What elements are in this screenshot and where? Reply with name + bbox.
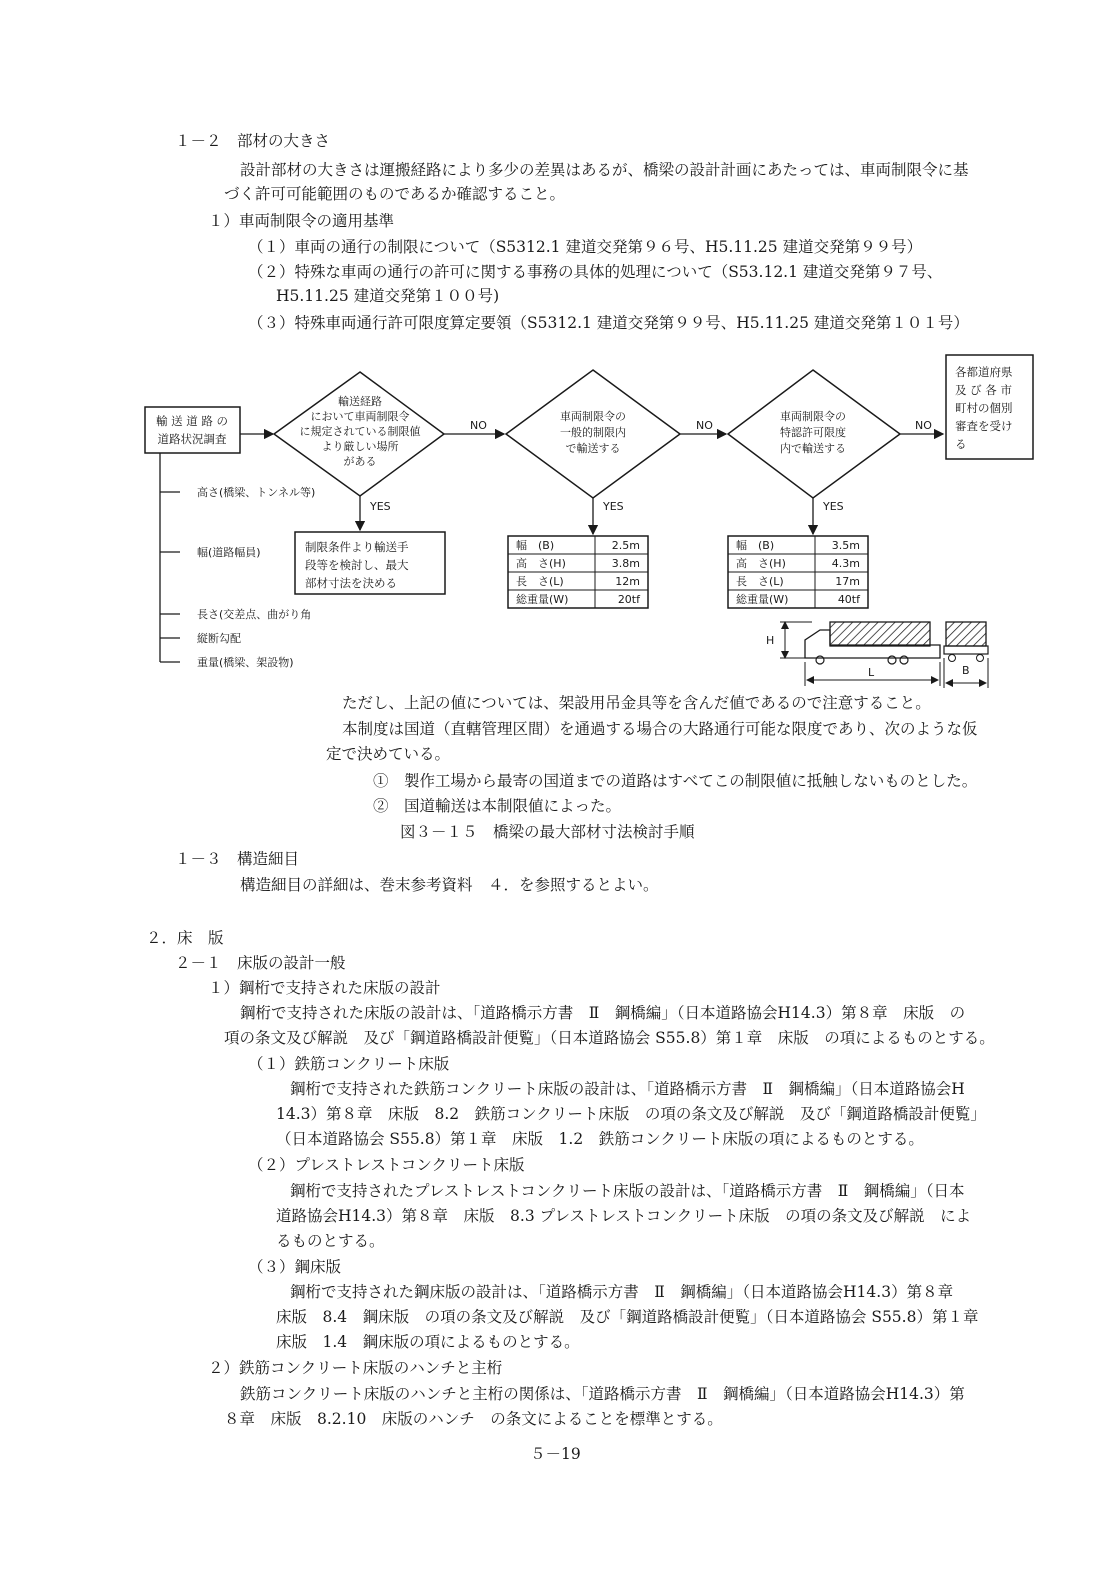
table-cell: 総重量(W) xyxy=(736,593,789,606)
note-line: 本制度は国道（直轄管理区間）を通過する場合の大路通行可能な限度であり、次のような仮 xyxy=(342,720,978,738)
table-cell: 3.5m xyxy=(831,539,860,552)
list-item: （２）特殊な車両の通行の許可に関する事務の具体的処理について（S53.12.1 建道交発第９７号、 xyxy=(248,263,943,281)
end-box-label: 及 び 各 市 xyxy=(955,383,1012,397)
table-cell: 2.5m xyxy=(611,539,640,552)
table-cell: 高 さ(H) xyxy=(516,557,566,570)
decision-3-text: 内で輸送する xyxy=(780,442,846,455)
dim-h-label: H xyxy=(766,634,775,647)
table-cell: 幅 (B) xyxy=(736,539,775,552)
subsection-heading-2-1: ２－１ 床版の設計一般 xyxy=(175,954,346,972)
end-box-label: 各都道府県 xyxy=(955,365,1013,379)
list-item-heading: （３）鋼床版 xyxy=(248,1258,342,1276)
decision-3-text: 車両制限令の xyxy=(780,410,846,423)
paragraph-line: 鋼桁で支持された床版の設計は、「道路橋示方書 Ⅱ 鋼橋編」（日本道路協会H14.3）第８章 床版 の xyxy=(240,1004,966,1022)
yes-label: YES xyxy=(370,500,391,513)
paragraph-line: づく許可可能範囲のものであるか確認すること。 xyxy=(224,185,566,203)
branch-label: 縦断勾配 xyxy=(197,632,241,645)
limit-table-general xyxy=(508,536,648,608)
girder-dimension-sketch xyxy=(766,622,988,688)
list-item: （３）特殊車両通行許可限度算定要領（S5312.1 建道交発第９９号、H5.11.25 建道交発第１０１号） xyxy=(248,314,969,332)
decision-2-text: で輸送する xyxy=(565,442,621,455)
table-cell: 総重量(W) xyxy=(516,593,569,606)
condition-item: ② 国道輸送は本制限値によった。 xyxy=(373,797,622,815)
limit-table-special xyxy=(728,536,868,608)
table-cell: 12m xyxy=(615,575,640,588)
subheading: １）車両制限令の適用基準 xyxy=(208,212,395,230)
yes-box-1-text: 段等を検討し、最大 xyxy=(305,558,409,572)
paragraph-line: 床版 8.4 鋼床版 の項の条文及び解説 及び「鋼道路橋設計便覧」（日本道路協会 S55.8）第１章 xyxy=(276,1308,979,1326)
note-line: 定で決めている。 xyxy=(326,745,451,763)
list-item-heading: （２）プレストレストコンクリート床版 xyxy=(248,1156,525,1174)
end-box-label: る xyxy=(955,437,967,451)
section-heading-1-2: １－２ 部材の大きさ xyxy=(175,132,331,150)
table-cell: 20tf xyxy=(617,593,640,606)
paragraph-line: （日本道路協会 S55.8）第１章 床版 1.2 鉄筋コンクリート床版の項によるものとする。 xyxy=(276,1130,924,1148)
table-cell: 長 さ(L) xyxy=(516,575,564,588)
yes-box-1-text: 部材寸法を決める xyxy=(305,576,397,590)
start-box-label: 輸 送 道 路 の xyxy=(155,414,229,428)
paragraph-line: 鋼桁で支持された鋼床版の設計は、「道路橋示方書 Ⅱ 鋼橋編」（日本道路協会H14.3）第８章 xyxy=(290,1283,954,1301)
dim-b-label: B xyxy=(962,664,970,677)
decision-1-text: に規定されている制限値 xyxy=(299,425,421,438)
no-label: NO xyxy=(915,419,932,432)
paragraph-line: 床版 1.4 鋼床版の項によるものとする。 xyxy=(276,1333,580,1351)
decision-1-text: より厳しい場所 xyxy=(321,440,399,453)
table-cell: 4.3m xyxy=(831,557,860,570)
page-number: ５－19 xyxy=(530,1445,581,1463)
paragraph-line: るものとする。 xyxy=(276,1232,385,1250)
table-cell: 3.8m xyxy=(611,557,640,570)
list-item-heading: （１）鉄筋コンクリート床版 xyxy=(248,1055,450,1073)
paragraph-line: 鉄筋コンクリート床版のハンチと主桁の関係は、「道路橋示方書 Ⅱ 鋼橋編」（日本道路協会H14.3）第 xyxy=(240,1385,965,1403)
no-label: NO xyxy=(696,419,713,432)
decision-1-text: がある xyxy=(343,455,377,468)
paragraph-line: 設計部材の大きさは運搬経路により多少の差異はあるが、橋梁の設計計画にあたっては、車両制限令に基 xyxy=(240,161,969,179)
end-box-label: 審査を受け xyxy=(955,419,1013,433)
decision-2-text: 車両制限令の xyxy=(560,410,626,423)
yes-box-1-text: 制限条件より輸送手 xyxy=(305,540,409,554)
paragraph-line: 道路協会H14.3）第８章 床版 8.3 プレストレストコンクリート床版 の項の条文及び解説 によ xyxy=(276,1207,972,1225)
decision-3-text: 特認許可限度 xyxy=(780,426,846,439)
note-line: ただし、上記の値については、架設用吊金具等を含んだ値であるので注意すること。 xyxy=(342,694,931,712)
flowchart-diagram xyxy=(140,350,1040,695)
branch-label: 長さ(交差点、曲がり角 xyxy=(197,608,312,621)
table-cell: 幅 (B) xyxy=(516,539,555,552)
paragraph-line: 項の条文及び解説 及び「鋼道路橋設計便覧」（日本道路協会 S55.8）第１章 床版 の項によるものとする。 xyxy=(224,1029,995,1047)
decision-1-text: において車両制限令 xyxy=(310,410,410,423)
paragraph-line: 鋼桁で支持された鉄筋コンクリート床版の設計は、「道路橋示方書 Ⅱ 鋼橋編」（日本道路協会H xyxy=(290,1080,965,1098)
paragraph-line: ８章 床版 8.2.10 床版のハンチ の条文によることを標準とする。 xyxy=(224,1410,723,1428)
condition-item: ① 製作工場から最寄の国道までの道路はすべてこの制限値に抵触しないものとした。 xyxy=(373,772,978,790)
subheading: ２）鉄筋コンクリート床版のハンチと主桁 xyxy=(208,1359,503,1377)
paragraph-line: 14.3）第８章 床版 8.2 鉄筋コンクリート床版 の項の条文及び解説 及び「鋼道路橋設計便覧」 xyxy=(276,1105,986,1123)
section-heading-1-3: １－３ 構造細目 xyxy=(175,850,300,868)
yes-label: YES xyxy=(603,500,624,513)
table-cell: 長 さ(L) xyxy=(736,575,784,588)
decision-1-text: 輸送経路 xyxy=(338,395,382,408)
start-box-label: 道路状況調査 xyxy=(157,432,227,446)
table-cell: 17m xyxy=(835,575,860,588)
paragraph-line: 鋼桁で支持されたプレストレストコンクリート床版の設計は、「道路橋示方書 Ⅱ 鋼橋編」（日本 xyxy=(290,1182,965,1200)
table-cell: 40tf xyxy=(837,593,860,606)
subheading: １）鋼桁で支持された床版の設計 xyxy=(208,979,441,997)
branch-label: 高さ(橋梁、トンネル等) xyxy=(197,486,316,499)
list-item: （１）車両の通行の制限について（S5312.1 建道交発第９６号、H5.11.25 建道交発第９９号） xyxy=(248,238,923,256)
section-heading-2: ２．床 版 xyxy=(146,929,224,947)
list-item: H5.11.25 建道交発第１００号) xyxy=(276,287,500,305)
figure-caption: 図３－１５ 橋梁の最大部材寸法検討手順 xyxy=(400,823,695,841)
end-box-label: 町村の個別 xyxy=(955,401,1013,415)
dim-l-label: L xyxy=(868,666,875,679)
branch-label: 幅(道路幅員) xyxy=(197,546,261,559)
decision-2-text: 一般的制限内 xyxy=(560,426,626,439)
no-label: NO xyxy=(470,419,487,432)
branch-label: 重量(橋梁、架設物) xyxy=(197,656,294,669)
yes-label: YES xyxy=(823,500,844,513)
table-cell: 高 さ(H) xyxy=(736,557,786,570)
paragraph-line: 構造細目の詳細は、巻末参考資料 ４．を参照するとよい。 xyxy=(240,876,659,894)
